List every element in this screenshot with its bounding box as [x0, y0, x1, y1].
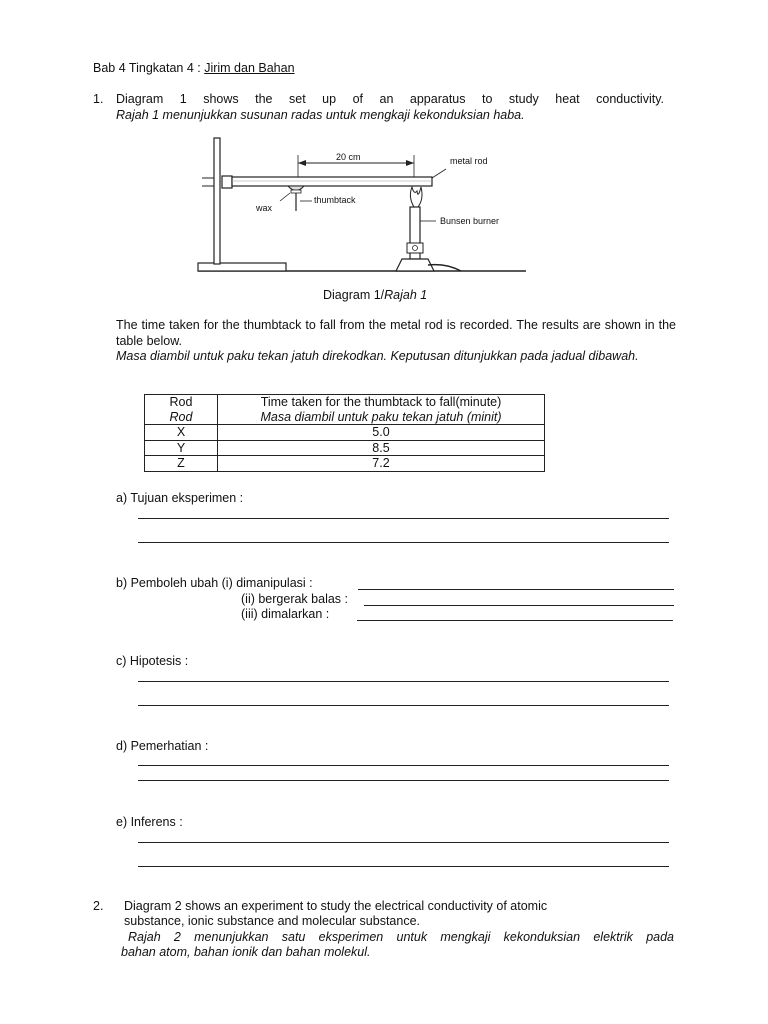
question-2-number: 2.: [93, 899, 104, 913]
question-2-line-4: bahan atom, bahan ionik dan bahan molekul.: [121, 945, 371, 959]
table-cell: 8.5: [218, 440, 545, 456]
question-1-number: 1.: [93, 92, 104, 106]
table-header-cell: Rod: [145, 410, 218, 425]
results-paragraph: [116, 318, 676, 365]
results-paragraph-ms: Masa diambil untuk paku tekan jatuh direkodkan. Keputusan ditunjukkan pada jadual dibawah.: [116, 349, 639, 363]
answer-line[interactable]: [138, 765, 669, 766]
table-row: [145, 456, 545, 472]
part-b-ii-label: (ii) bergerak balas :: [241, 592, 348, 606]
answer-line[interactable]: [138, 780, 669, 781]
caption-ms: Rajah 1: [384, 288, 428, 302]
table-header-cell: Time taken for the thumbtack to fall(minute): [218, 395, 545, 410]
answer-line[interactable]: [138, 705, 669, 706]
table-cell: 7.2: [218, 456, 545, 472]
title-prefix: Bab 4 Tingkatan 4 :: [93, 61, 205, 75]
part-e-label: e) Inferens :: [116, 815, 183, 829]
caption-en: Diagram 1/: [323, 288, 385, 302]
results-paragraph-en: The time taken for the thumbtack to fall from the metal rod is recorded. The results are shown in the table below.: [116, 318, 676, 348]
diagram-label-metal-rod: metal rod: [450, 156, 488, 166]
answer-line[interactable]: [358, 589, 674, 590]
answer-line[interactable]: [138, 842, 669, 843]
answer-line[interactable]: [138, 542, 669, 543]
answer-line[interactable]: [138, 866, 669, 867]
table-cell: Y: [145, 440, 218, 456]
table-cell: 5.0: [218, 425, 545, 441]
answer-line[interactable]: [357, 620, 673, 621]
table-row: [145, 425, 545, 441]
part-b-label: b) Pemboleh ubah (i) dimanipulasi :: [116, 576, 313, 590]
table-header-row: [145, 395, 545, 410]
question-2-line-1: Diagram 2 shows an experiment to study the electrical conductivity of atomic: [124, 899, 548, 913]
answer-line[interactable]: [364, 605, 674, 606]
table-cell: X: [145, 425, 218, 441]
results-table: [144, 394, 545, 472]
diagram-label-20cm: 20 cm: [336, 152, 361, 162]
table-cell: Z: [145, 456, 218, 472]
question-1-text-en: Diagram 1 shows the set up of an apparatus to study heat conductivity.: [116, 92, 664, 106]
diagram-1-apparatus: [196, 135, 536, 280]
question-2-line-2: substance, ionic substance and molecular substance.: [124, 914, 421, 928]
diagram-1-caption: [323, 288, 427, 302]
diagram-label-bunsen: Bunsen burner: [440, 216, 500, 226]
part-b-iii-label: (iii) dimalarkan :: [241, 607, 330, 621]
question-1-text-ms: Rajah 1 menunjukkan susunan radas untuk mengkaji kekonduksian haba.: [116, 108, 525, 122]
part-a-label: a) Tujuan eksperimen :: [116, 491, 244, 505]
title-topic: Jirim dan Bahan: [204, 61, 295, 75]
answer-line[interactable]: [138, 681, 669, 682]
diagram-label-thumbtack: thumbtack: [314, 195, 356, 205]
table-header-cell: Masa diambil untuk paku tekan jatuh (minit): [218, 410, 545, 425]
table-row: [145, 440, 545, 456]
table-header-cell: Rod: [145, 395, 218, 410]
answer-line[interactable]: [138, 518, 669, 519]
diagram-label-wax: wax: [256, 203, 273, 213]
question-2-line-3: Rajah 2 menunjukkan satu eksperimen untuk mengkaji kekonduksian elektrik pada: [128, 930, 674, 944]
part-c-label: c) Hipotesis :: [116, 654, 189, 668]
table-header-row: [145, 410, 545, 425]
page-title: [93, 61, 295, 75]
part-d-label: d) Pemerhatian :: [116, 739, 209, 753]
